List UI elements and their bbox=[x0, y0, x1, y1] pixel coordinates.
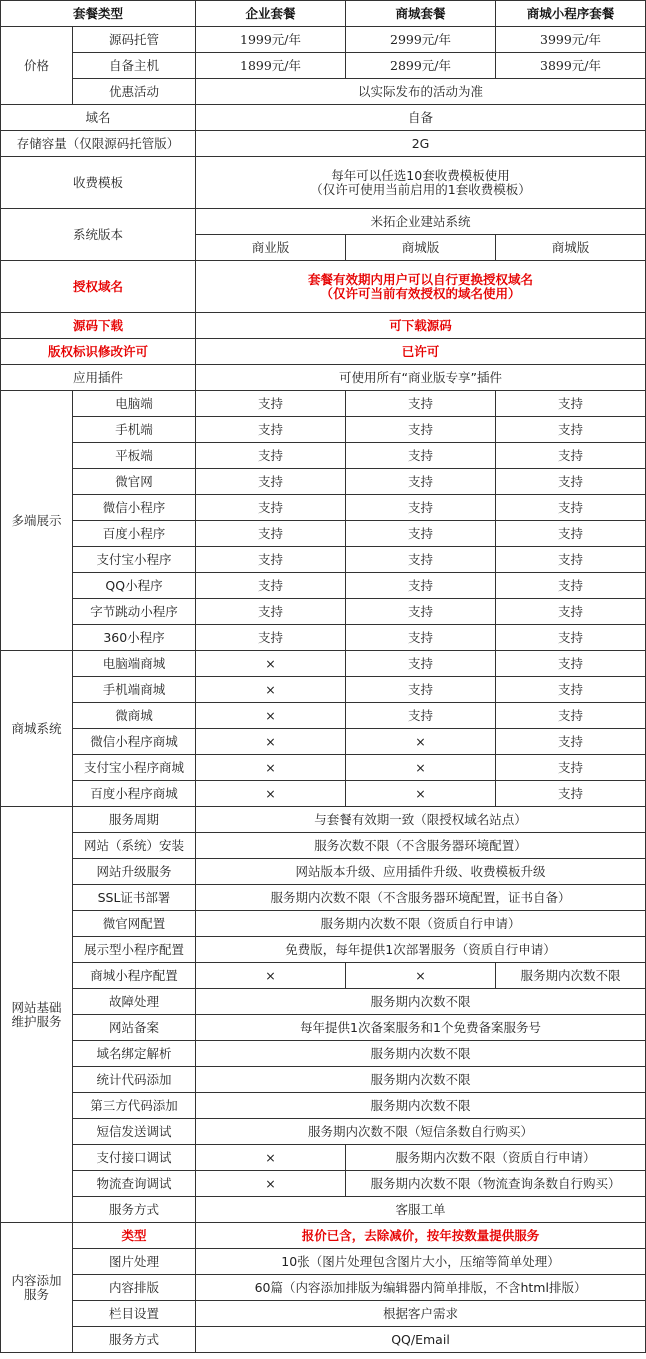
table-row bbox=[1, 807, 646, 833]
table-row bbox=[1, 989, 646, 1015]
row-label: 电脑端 bbox=[73, 391, 196, 417]
cell-value: 商城版 bbox=[346, 235, 496, 261]
table-row bbox=[1, 833, 646, 859]
row-label: 优惠活动 bbox=[73, 79, 196, 105]
table-row bbox=[1, 339, 646, 365]
table-row bbox=[1, 131, 646, 157]
cell-value: 已许可 bbox=[196, 339, 646, 365]
table-row bbox=[1, 677, 646, 703]
cell-value: 支持 bbox=[496, 391, 646, 417]
row-label: 商城小程序配置 bbox=[73, 963, 196, 989]
cell-value: 支持 bbox=[496, 547, 646, 573]
maint-group-line1: 网站基础 bbox=[11, 999, 62, 1015]
table-row bbox=[1, 1223, 646, 1249]
cell-value: × bbox=[346, 963, 496, 989]
row-label: 百度小程序商城 bbox=[73, 781, 196, 807]
table-row bbox=[1, 1041, 646, 1067]
cell-value: 支持 bbox=[496, 651, 646, 677]
row-label: 微官网 bbox=[73, 469, 196, 495]
row-label: 第三方代码添加 bbox=[73, 1093, 196, 1119]
row-label: 微信小程序 bbox=[73, 495, 196, 521]
table-row bbox=[1, 599, 646, 625]
cell-value: 支持 bbox=[496, 469, 646, 495]
cell-value: 支持 bbox=[346, 677, 496, 703]
cell-value: × bbox=[196, 729, 346, 755]
table-row bbox=[1, 1145, 646, 1171]
cell-value: 网站版本升级、应用插件升级、收费模板升级 bbox=[196, 859, 646, 885]
cell-value: 支持 bbox=[496, 599, 646, 625]
cell-value: 支持 bbox=[346, 547, 496, 573]
table-row bbox=[1, 1197, 646, 1223]
row-label: 支付接口调试 bbox=[73, 1145, 196, 1171]
table-row bbox=[1, 495, 646, 521]
cell-value: 2899元/年 bbox=[346, 53, 496, 79]
cell-value: × bbox=[346, 781, 496, 807]
cell-value: 支持 bbox=[496, 703, 646, 729]
header-mall-miniapp: 商城小程序套餐 bbox=[496, 1, 646, 27]
cell-value: × bbox=[196, 651, 346, 677]
table-row bbox=[1, 79, 646, 105]
cell-value: 支持 bbox=[346, 521, 496, 547]
cell-value: 与套餐有效期一致（限授权域名站点） bbox=[196, 807, 646, 833]
cell-value: 60篇（内容添加排版为编辑器内简单排版，不含html排版） bbox=[196, 1275, 646, 1301]
cell-value: 每年提供1次备案服务和1个免费备案服务号 bbox=[196, 1015, 646, 1041]
cell-value: × bbox=[196, 781, 346, 807]
row-label: 微官网配置 bbox=[73, 911, 196, 937]
cell-value: 服务期内次数不限（资质自行申请） bbox=[346, 1145, 646, 1171]
cell-value: 支持 bbox=[196, 573, 346, 599]
cell-value: 服务期内次数不限（不含服务器环境配置，证书自备） bbox=[196, 885, 646, 911]
content-group-label bbox=[1, 1223, 73, 1353]
cell-value: 可使用所有“商业版专享”插件 bbox=[196, 365, 646, 391]
table-row bbox=[1, 1171, 646, 1197]
cell-value: 支持 bbox=[196, 625, 346, 651]
cell-value: 支持 bbox=[196, 599, 346, 625]
templates-line1: 每年可以任选10套收费模板使用 bbox=[331, 167, 510, 183]
cell-value: 支持 bbox=[496, 781, 646, 807]
cell-value: 商城版 bbox=[496, 235, 646, 261]
row-label: 支付宝小程序商城 bbox=[73, 755, 196, 781]
cell-value: 1999元/年 bbox=[196, 27, 346, 53]
row-label: 网站（系统）安装 bbox=[73, 833, 196, 859]
row-label: 微商城 bbox=[73, 703, 196, 729]
table-row bbox=[1, 651, 646, 677]
templates-line2: （仅许可使用当前启用的1套收费模板） bbox=[310, 181, 531, 197]
header-package-type: 套餐类型 bbox=[1, 1, 196, 27]
row-label: 服务周期 bbox=[73, 807, 196, 833]
cell-value: 支持 bbox=[496, 729, 646, 755]
row-label: 服务方式 bbox=[73, 1327, 196, 1353]
cell-value: 支持 bbox=[196, 547, 346, 573]
row-label: 图片处理 bbox=[73, 1249, 196, 1275]
cell-value: 支持 bbox=[346, 573, 496, 599]
table-row bbox=[1, 937, 646, 963]
cell-value: 支持 bbox=[196, 521, 346, 547]
cell-value: × bbox=[196, 1145, 346, 1171]
table-row bbox=[1, 417, 646, 443]
header-row bbox=[1, 1, 646, 27]
table-row bbox=[1, 755, 646, 781]
cell-value: × bbox=[196, 755, 346, 781]
table-row bbox=[1, 1093, 646, 1119]
table-row bbox=[1, 1015, 646, 1041]
row-label: 物流查询调试 bbox=[73, 1171, 196, 1197]
row-label: 栏目设置 bbox=[73, 1301, 196, 1327]
table-row bbox=[1, 1119, 646, 1145]
cell-value: 支持 bbox=[496, 573, 646, 599]
row-label: 统计代码添加 bbox=[73, 1067, 196, 1093]
table-row bbox=[1, 261, 646, 313]
cell-value: 10张（图片处理包含图片大小，压缩等简单处理） bbox=[196, 1249, 646, 1275]
cell-value: 可下载源码 bbox=[196, 313, 646, 339]
cell-value: 支持 bbox=[346, 443, 496, 469]
cell-value: × bbox=[196, 963, 346, 989]
row-label: 域名 bbox=[1, 105, 196, 131]
row-label: 平板端 bbox=[73, 443, 196, 469]
row-label: 故障处理 bbox=[73, 989, 196, 1015]
cell-value bbox=[196, 261, 646, 313]
cell-value: 根据客户需求 bbox=[196, 1301, 646, 1327]
table-row bbox=[1, 469, 646, 495]
table-row bbox=[1, 521, 646, 547]
row-label: 电脑端商城 bbox=[73, 651, 196, 677]
row-label: 收费模板 bbox=[1, 157, 196, 209]
cell-value: 支持 bbox=[496, 625, 646, 651]
cell-value: 服务期内次数不限 bbox=[196, 1041, 646, 1067]
cell-value: 服务期内次数不限 bbox=[196, 1067, 646, 1093]
row-label: 存储容量（仅限源码托管版） bbox=[1, 131, 196, 157]
cell-value: × bbox=[196, 1171, 346, 1197]
cell-value: 以实际发布的活动为准 bbox=[196, 79, 646, 105]
table-row bbox=[1, 105, 646, 131]
row-label: 短信发送调试 bbox=[73, 1119, 196, 1145]
multi-group-label: 多端展示 bbox=[1, 391, 73, 651]
mall-group-label: 商城系统 bbox=[1, 651, 73, 807]
table-row bbox=[1, 1249, 646, 1275]
table-row bbox=[1, 1067, 646, 1093]
table-row bbox=[1, 1275, 646, 1301]
row-label: 支付宝小程序 bbox=[73, 547, 196, 573]
price-group-label: 价格 bbox=[1, 27, 73, 105]
cell-value: 3999元/年 bbox=[496, 27, 646, 53]
table-row bbox=[1, 1327, 646, 1353]
cell-value: 支持 bbox=[346, 417, 496, 443]
row-label: 应用插件 bbox=[1, 365, 196, 391]
cell-value: 支持 bbox=[346, 625, 496, 651]
row-label: QQ小程序 bbox=[73, 573, 196, 599]
table-row bbox=[1, 53, 646, 79]
cell-value: 支持 bbox=[496, 755, 646, 781]
row-label: 百度小程序 bbox=[73, 521, 196, 547]
cell-value: × bbox=[346, 729, 496, 755]
table-row bbox=[1, 443, 646, 469]
row-label: 自备主机 bbox=[73, 53, 196, 79]
row-label: 系统版本 bbox=[1, 209, 196, 261]
cell-value: 免费版，每年提供1次部署服务（资质自行申请） bbox=[196, 937, 646, 963]
cell-value: 服务期内次数不限（物流查询条数自行购买） bbox=[346, 1171, 646, 1197]
cell-value: 服务期内次数不限 bbox=[196, 1093, 646, 1119]
license-line2: （仅许可当前有效授权的域名使用） bbox=[320, 285, 521, 301]
cell-value: QQ/Email bbox=[196, 1327, 646, 1353]
table-row bbox=[1, 781, 646, 807]
cell-value bbox=[196, 157, 646, 209]
cell-value: 商业版 bbox=[196, 235, 346, 261]
cell-value: 支持 bbox=[346, 495, 496, 521]
table-row bbox=[1, 391, 646, 417]
table-row bbox=[1, 573, 646, 599]
table-row bbox=[1, 313, 646, 339]
row-label: 版权标识修改许可 bbox=[1, 339, 196, 365]
content-group-line1: 内容添加 bbox=[11, 1272, 62, 1288]
header-enterprise: 企业套餐 bbox=[196, 1, 346, 27]
cell-value: 支持 bbox=[196, 391, 346, 417]
table-row bbox=[1, 157, 646, 209]
table-row bbox=[1, 859, 646, 885]
table-row bbox=[1, 911, 646, 937]
header-mall: 商城套餐 bbox=[346, 1, 496, 27]
cell-value: 支持 bbox=[346, 469, 496, 495]
row-label: 字节跳动小程序 bbox=[73, 599, 196, 625]
row-label: 域名绑定解析 bbox=[73, 1041, 196, 1067]
row-label: 源码托管 bbox=[73, 27, 196, 53]
cell-value: 支持 bbox=[196, 443, 346, 469]
row-label: 手机端商城 bbox=[73, 677, 196, 703]
row-label: 网站升级服务 bbox=[73, 859, 196, 885]
cell-value: 服务期内次数不限（资质自行申请） bbox=[196, 911, 646, 937]
table-row bbox=[1, 209, 646, 235]
row-label: SSL证书部署 bbox=[73, 885, 196, 911]
cell-value: 米拓企业建站系统 bbox=[196, 209, 646, 235]
cell-value: 支持 bbox=[496, 417, 646, 443]
table-row bbox=[1, 729, 646, 755]
cell-value: 1899元/年 bbox=[196, 53, 346, 79]
cell-value: 支持 bbox=[496, 521, 646, 547]
cell-value: 3899元/年 bbox=[496, 53, 646, 79]
cell-value: 支持 bbox=[496, 443, 646, 469]
cell-value: × bbox=[196, 677, 346, 703]
cell-value: 服务期内次数不限 bbox=[496, 963, 646, 989]
cell-value: × bbox=[346, 755, 496, 781]
cell-value: 支持 bbox=[196, 495, 346, 521]
cell-value: 服务次数不限（不含服务器环境配置） bbox=[196, 833, 646, 859]
row-label: 微信小程序商城 bbox=[73, 729, 196, 755]
cell-value: 支持 bbox=[346, 599, 496, 625]
cell-value: 支持 bbox=[496, 677, 646, 703]
row-label: 360小程序 bbox=[73, 625, 196, 651]
table-row bbox=[1, 625, 646, 651]
cell-value: 支持 bbox=[196, 469, 346, 495]
cell-value: 支持 bbox=[346, 651, 496, 677]
table-row bbox=[1, 547, 646, 573]
row-label: 内容排版 bbox=[73, 1275, 196, 1301]
cell-value: 支持 bbox=[196, 417, 346, 443]
row-label: 手机端 bbox=[73, 417, 196, 443]
cell-value: 自备 bbox=[196, 105, 646, 131]
content-group-line2: 服务 bbox=[23, 1286, 49, 1302]
cell-value: 报价已含，去除减价，按年按数量提供服务 bbox=[196, 1223, 646, 1249]
table-row bbox=[1, 703, 646, 729]
row-label: 网站备案 bbox=[73, 1015, 196, 1041]
cell-value: 2999元/年 bbox=[346, 27, 496, 53]
maint-group-line2: 维护服务 bbox=[11, 1013, 62, 1029]
maint-group-label bbox=[1, 807, 73, 1223]
row-label: 类型 bbox=[73, 1223, 196, 1249]
cell-value: 服务期内次数不限（短信条数自行购买） bbox=[196, 1119, 646, 1145]
cell-value: 2G bbox=[196, 131, 646, 157]
row-label: 授权域名 bbox=[1, 261, 196, 313]
table-row bbox=[1, 1301, 646, 1327]
cell-value: 支持 bbox=[496, 495, 646, 521]
cell-value: 服务期内次数不限 bbox=[196, 989, 646, 1015]
cell-value: 支持 bbox=[346, 391, 496, 417]
row-label: 源码下载 bbox=[1, 313, 196, 339]
license-line1: 套餐有效期内用户可以自行更换授权域名 bbox=[308, 271, 534, 287]
cell-value: 客服工单 bbox=[196, 1197, 646, 1223]
cell-value: × bbox=[196, 703, 346, 729]
row-label: 服务方式 bbox=[73, 1197, 196, 1223]
table-row bbox=[1, 365, 646, 391]
row-label: 展示型小程序配置 bbox=[73, 937, 196, 963]
table-row bbox=[1, 963, 646, 989]
table-row bbox=[1, 27, 646, 53]
table-row bbox=[1, 885, 646, 911]
cell-value: 支持 bbox=[346, 703, 496, 729]
